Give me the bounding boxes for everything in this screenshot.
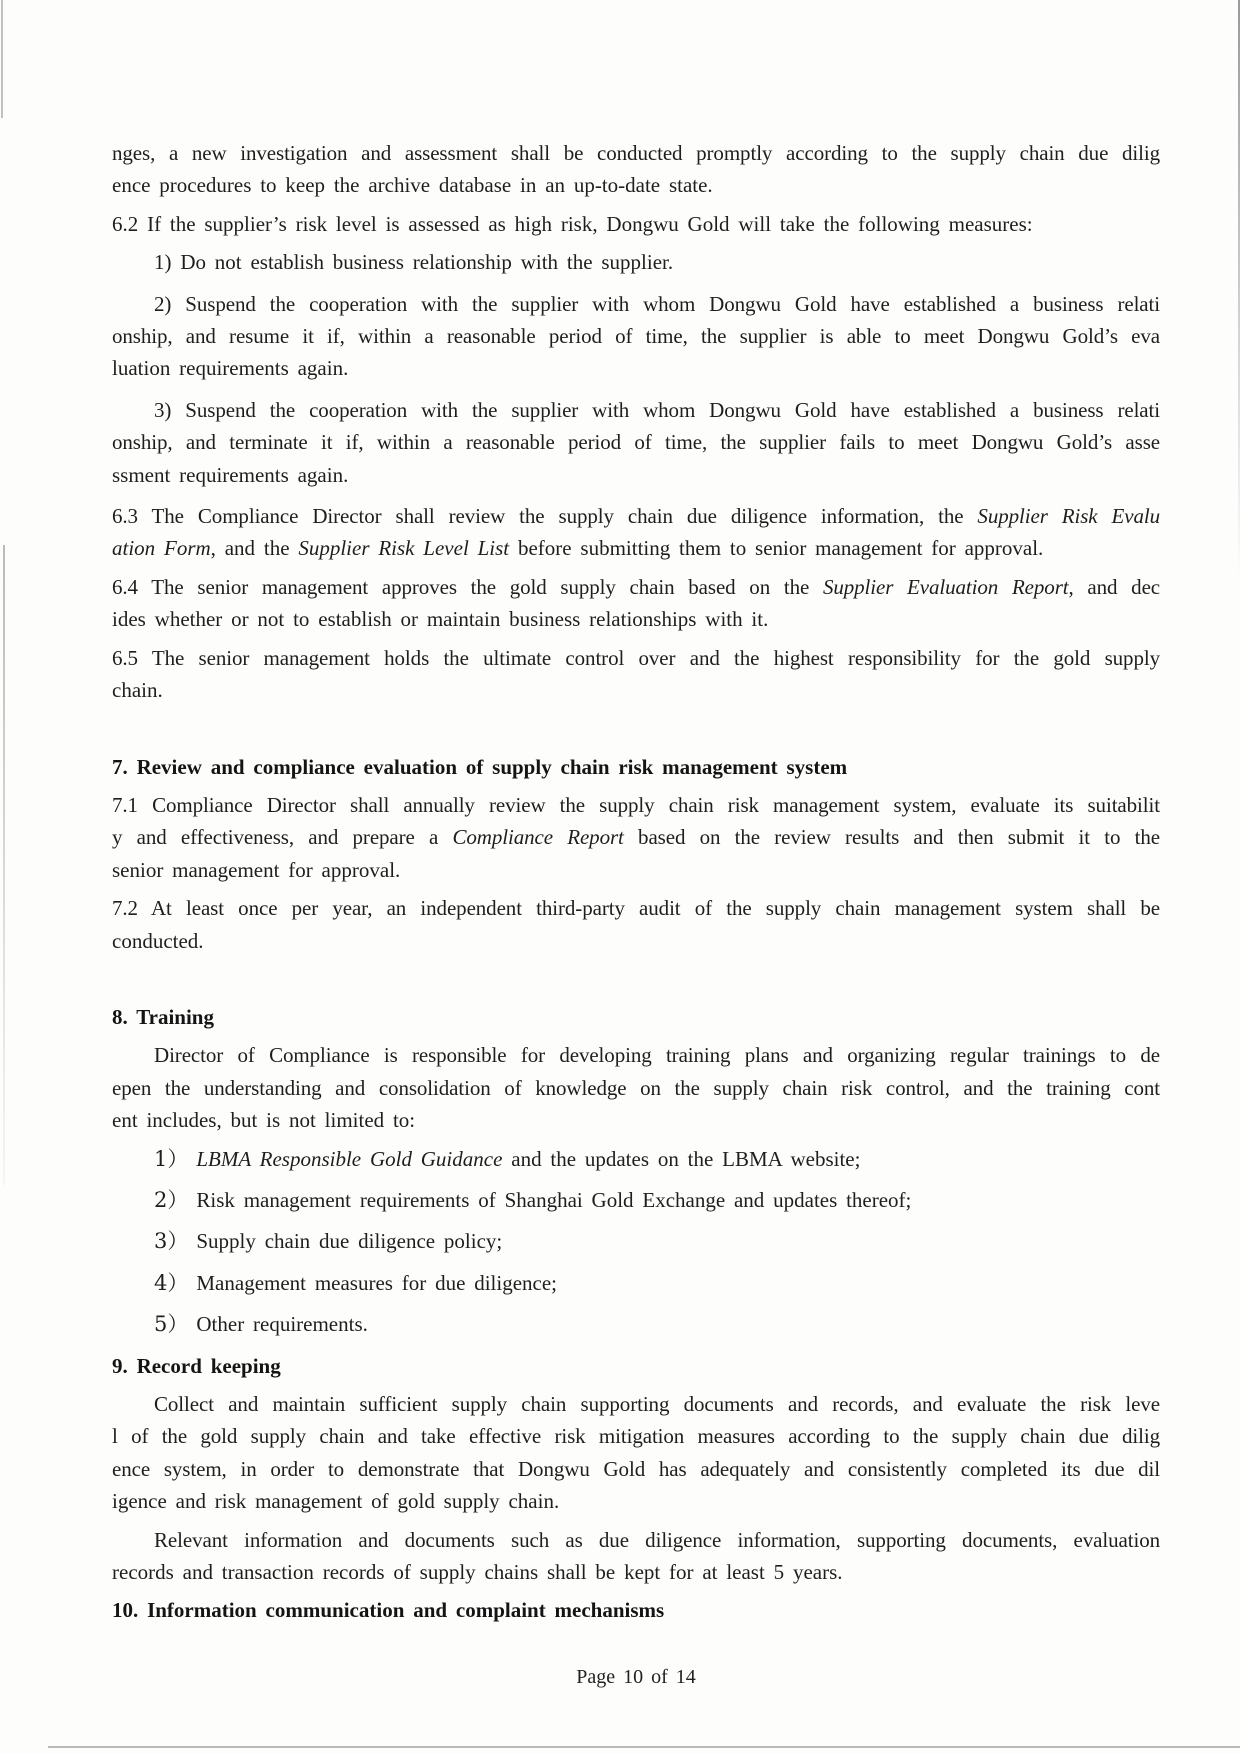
list-item (112, 246, 1160, 278)
list-item (112, 394, 1160, 491)
list-marker: 1） (154, 1146, 189, 1171)
text-run: 8. Training (112, 1004, 214, 1029)
text-line (112, 288, 1160, 320)
text-run: records and transaction records of supply chains shall be kept for at least 5 years. (112, 1560, 843, 1585)
text-line (112, 352, 1160, 384)
text-line (112, 571, 1160, 603)
text-run: 3) Suspend the cooperation with the supplier with whom Dongwu Gold have established a business relati (154, 397, 1160, 422)
text-run: before submitting them to senior management for approval. (509, 536, 1044, 561)
paragraph (112, 208, 1160, 240)
text-run: Supply chain due diligence policy; (196, 1229, 503, 1254)
page-footer (112, 1666, 1160, 1689)
text-run: Collect and maintain sufficient supply chain supporting documents and records, and evaluate the risk leve (154, 1392, 1160, 1416)
section-heading (112, 1001, 1160, 1033)
text-line (112, 1485, 1160, 1517)
text-run: based on the review results and then submit it to the (623, 825, 1161, 850)
text-line (112, 1039, 1160, 1071)
text-line (112, 1225, 1160, 1257)
text-run: 6.5 The senior management holds the ultimate control over and the highest responsibility for the gold supply (112, 645, 1160, 670)
text-run: Other requirements. (196, 1312, 368, 1337)
scan-artifact-left-top (1, 0, 3, 118)
list-item (112, 1308, 1160, 1340)
text-run: 9. Record keeping (112, 1353, 281, 1378)
italic-text-run: ation Form (112, 536, 211, 561)
italic-text-run: Compliance Report (452, 825, 624, 850)
text-line (112, 459, 1160, 491)
text-run: , and the (210, 536, 299, 561)
paragraph (112, 1524, 1160, 1589)
text-run: 7. Review and compliance evaluation of supply chain risk management system (112, 754, 848, 779)
text-line (112, 1388, 1160, 1420)
text-line (112, 208, 1160, 240)
text-line (112, 642, 1160, 674)
text-run: ides whether or not to establish or maintain business relationships with it. (112, 607, 769, 632)
text-line (112, 426, 1160, 458)
list-item (112, 1184, 1160, 1216)
text-line (112, 789, 1160, 821)
text-run: 2) Suspend the cooperation with the supplier with whom Dongwu Gold have established a business relati (154, 291, 1160, 316)
text-line (112, 1453, 1160, 1485)
text-run: 7.2 At least once per year, an independent third-party audit of the supply chain management system shall be (112, 896, 1160, 921)
italic-text-run: Supplier Risk Level List (298, 536, 510, 561)
paragraph (112, 500, 1160, 565)
text-line (112, 854, 1160, 886)
text-line (112, 246, 1160, 278)
section-heading (112, 751, 1160, 783)
text-run: epen the understanding and consolidation of knowledge on the supply chain risk control, and the training cont (112, 1075, 1160, 1100)
list-item (112, 1143, 1160, 1175)
text-run: and the updates on the LBMA website; (502, 1146, 861, 1171)
list-marker: 4） (154, 1270, 189, 1295)
text-run: conducted. (112, 928, 204, 953)
text-line (112, 532, 1160, 564)
scan-artifact-left-edge (3, 545, 5, 1185)
text-line (112, 1104, 1160, 1136)
text-line (112, 1524, 1160, 1556)
paragraph (112, 1039, 1160, 1136)
text-run: Risk management requirements of Shanghai Gold Exchange and updates thereof; (196, 1187, 912, 1212)
text-line (112, 674, 1160, 706)
text-run: l of the gold supply chain and take effective risk mitigation measures according to the supply chain due dilig (112, 1424, 1160, 1449)
italic-text-run: LBMA Responsible Gold Guidance (196, 1146, 503, 1171)
text-run: luation requirements again. (112, 356, 349, 381)
text-run: Relevant information and documents such as due diligence information, supporting documents, evaluation (154, 1527, 1160, 1552)
text-run: 1) Do not establish business relationship with the supplier. (154, 250, 674, 275)
text-run: ence procedures to keep the archive database in an up-to-date state. (112, 173, 713, 198)
text-run: Director of Compliance is responsible for developing training plans and organizing regular trainings to de (154, 1043, 1160, 1068)
paragraph (112, 892, 1160, 957)
text-line (112, 821, 1160, 853)
page-content (112, 137, 1160, 1633)
text-line (112, 169, 1160, 201)
text-run: onship, and resume it if, within a reasonable period of time, the supplier is able to meet Dongwu Gold’s eva (112, 324, 1160, 349)
page-number-text: Page 10 of 14 (576, 1666, 696, 1688)
list-item (112, 1267, 1160, 1299)
paragraph (112, 642, 1160, 707)
text-line (112, 892, 1160, 924)
text-line (112, 1072, 1160, 1104)
text-run: onship, and terminate it if, within a reasonable period of time, the supplier fails to meet Dongwu Gold’s asse (112, 430, 1160, 455)
text-run: nges, a new investigation and assessment shall be conducted promptly according to the supply chain due dilig (112, 141, 1160, 165)
text-run: , and dec (1068, 574, 1161, 599)
paragraph (112, 137, 1160, 202)
text-line (112, 137, 1160, 169)
paragraph (112, 789, 1160, 886)
paragraph (112, 571, 1160, 636)
section-heading (112, 1350, 1160, 1382)
text-run: y and effectiveness, and prepare a (112, 825, 453, 850)
text-run: igence and risk management of gold supply chain. (112, 1489, 560, 1514)
text-line (112, 751, 1160, 783)
text-run: ence system, in order to demonstrate that Dongwu Gold has adequately and consistently completed its due dil (112, 1456, 1160, 1481)
text-line (112, 1594, 1160, 1626)
paragraph (112, 1388, 1160, 1518)
text-line (112, 1184, 1160, 1216)
text-line (112, 603, 1160, 635)
scan-artifact-bottom-edge (48, 1746, 1240, 1748)
text-run: 10. Information communication and complaint mechanisms (112, 1598, 665, 1623)
italic-text-run: Supplier Evaluation Report (822, 574, 1069, 599)
text-line (112, 1308, 1160, 1340)
text-line (112, 1267, 1160, 1299)
text-run: 7.1 Compliance Director shall annually review the supply chain risk management system, evaluate its suitabilit (112, 792, 1160, 817)
text-run: chain. (112, 678, 163, 703)
text-run: ssment requirements again. (112, 462, 349, 487)
list-item (112, 1225, 1160, 1257)
list-marker: 5） (154, 1312, 189, 1337)
text-run: ent includes, but is not limited to: (112, 1108, 416, 1133)
text-run: Management measures for due diligence; (196, 1270, 558, 1295)
text-run: 6.3 The Compliance Director shall review the supply chain due diligence information, the (112, 504, 978, 529)
text-run: 6.2 If the supplier’s risk level is assessed as high risk, Dongwu Gold will take the following measures: (112, 211, 1033, 236)
list-marker: 3） (154, 1229, 189, 1254)
list-marker: 2） (154, 1187, 189, 1212)
text-line (112, 1556, 1160, 1588)
text-line (112, 394, 1160, 426)
text-line (112, 500, 1160, 532)
text-line (112, 1001, 1160, 1033)
text-run: 6.4 The senior management approves the gold supply chain based on the (112, 574, 823, 599)
section-heading (112, 1594, 1160, 1626)
list-item (112, 288, 1160, 385)
text-run: senior management for approval. (112, 857, 401, 882)
italic-text-run: Supplier Risk Evalu (977, 504, 1160, 529)
text-line (112, 1420, 1160, 1452)
text-line (112, 925, 1160, 957)
text-line (112, 1350, 1160, 1382)
text-line (112, 1143, 1160, 1175)
text-line (112, 320, 1160, 352)
